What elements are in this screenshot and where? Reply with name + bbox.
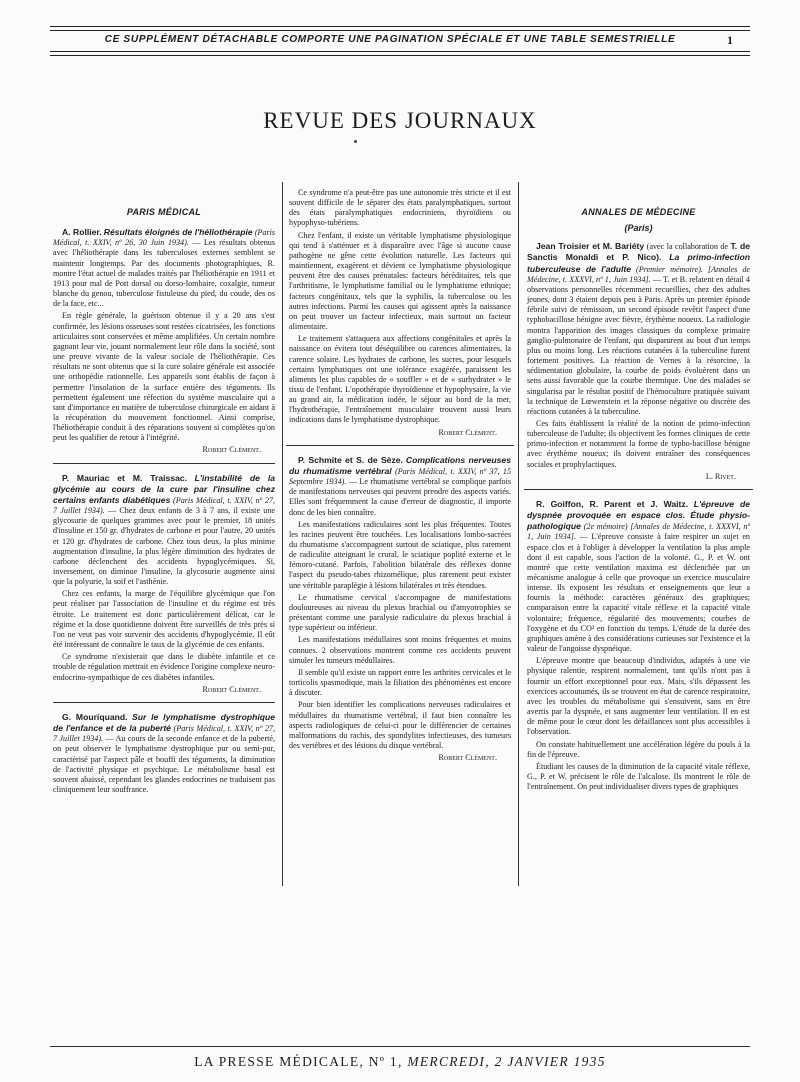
article-separator	[524, 489, 753, 490]
title-ornament	[354, 140, 357, 143]
article-source: (Paris Médical, t. XXIV, nº 27, 7 Juillet 1934).	[53, 724, 275, 744]
article-paragraph: Les manifestations médullaires sont moins fréquentes et moins connues. 2 observations montrent comme ces accidents peuvent simuler les tumeurs médullaires.	[289, 635, 511, 665]
article-separator	[286, 445, 514, 446]
article-title: La primo-infection tuberculeuse de l'adulte	[527, 252, 751, 274]
article-text: — Chez deux enfants de 3 à 7 ans, il existe une glycosurie de quelques grammes avec pour le premier, 18 unités d'insuline et 150 gr. d'hydrates de carbone et pour l'autre, 20 unités et 120 gr. d'hydrates de carbone. Chez tous deux, la plus minime augmentation d'insuline, la plus légère diminution des hydrates de carbone déclenchent des accidents hypoglycémiques. Si, inversement, on diminue l'insuline, la glycosurie augmente ainsi que la polyurie, la soif et l'asthénie.	[53, 506, 275, 587]
article-authors: R. Goiffon, R. Parent et J. Waitz.	[536, 498, 689, 509]
article-text: — Le rhumatisme vertébral se complique parfois de manifestations nerveuses qui peuvent prendre des aspects variés. Elles sont fréquemment la cause d'erreur de diagnostic, il importe donc de les bien connaître.	[289, 477, 512, 517]
article-paragraph: Le rhumatisme cervical s'accompagne de manifestations douloureuses au niveau du plexus brachial ou d'amyotrophies se présentant comme une paralysie radiculaire du plexus brachial à type supérieur ou inférieur.	[289, 592, 511, 633]
article-goiffon	[527, 499, 750, 654]
footer	[50, 1054, 750, 1070]
header-bottom-rule	[50, 51, 750, 56]
article-troisier	[527, 241, 750, 417]
column-3	[527, 207, 750, 794]
article-paragraph: Ces faits établissent la réalité de la notion de primo-infection tuberculeuse de l'adulte; ils objectivent les formes cliniques de cette primo-infection et notamment la forme de typho-bacillose bénigne avec érythème noueux; ils doivent entraîner des conséquences sociales et prophylactiques.	[527, 418, 750, 469]
article-authors: P. Schmite et S. de Sèze.	[298, 454, 403, 465]
footer-day: MERCREDI,	[407, 1054, 490, 1069]
column-divider-2	[518, 182, 519, 886]
article-coauthors: T. de Sanctis Monaldi et P. Nico).	[527, 241, 750, 263]
article-title: L'épreuve de dyspnée provoquée en espace clos. Étude physio-pathologique	[527, 498, 751, 532]
footer-journal: LA PRESSE MÉDICALE, Nº 1,	[194, 1054, 403, 1069]
article-authors: A. Rollier.	[62, 227, 102, 238]
article-rollier	[53, 227, 275, 309]
supplement-notice: CE SUPPLÉMENT DÉTACHABLE COMPORTE UNE PAGINATION SPÉCIALE ET UNE TABLE SEMESTRIELLE	[104, 34, 676, 45]
page-title: REVUE DES JOURNAUX	[263, 108, 537, 133]
article-text: — Les résultats obtenus avec l'héliothérapie dans les tuberculoses externes semblent se maintenir longtemps. Par des documents photographiques, R. montre l'état actuel de malades traités par l'héliothérapie en 1911 et 1913 pour mal de Pott dorsal ou dorso-lombaire, coxalgie, tumeur blanche du genou, tuberculose fistuleuse du pied, du coude, des os de la face, etc...	[53, 238, 275, 309]
article-separator	[53, 702, 275, 703]
article-paragraph: Ce syndrome n'existerait que dans le diabète infantile et ce trouble de régulation mettrait en évidence l'origine complexe neuro-endocrino-sympathique de ces diabètes infantiles.	[53, 652, 275, 682]
article-title: Résultats éloignés de l'héliothérapie	[103, 227, 253, 238]
article-paragraph: Chez l'enfant, il existe un véritable lymphatisme physiologique qui tend à s'atténuer et à disparaître avec l'âge si aucune cause pathogène ne gêne cette évolution naturelle. Les facteurs qui maintiennent, exagèrent et dévient ce lymphatisme physiologique peuvent être des causes prénatales: facteurs héréditaires, tels que l'arthritisme, le lymphatisme familial ou le lymphatisme ethnique; facteurs congénitaux, tels que la syphilis, la tuberculose ou les autres infections. Parmi les causes qui agissent après la naissance on peut trouver un facteur infectieux, mais surtout un facteur alimentaire.	[289, 230, 511, 332]
article-paragraph: Le traitement s'attaquera aux affections congénitales et après la naissance on évitera tout déséquilibre ou carences alimentaires, la carence solaire. Les hydrates de carbone, les sucres, pour lesquels certains lymphatiques ont une tolérance exagérée, paraissent les aliments les plus capables de « souffler » et de « surhydrater » le tissu de l'enfant. L'opothérapie thyroïdienne et hypophysaire, la vie au grand air, la médication iodée, le séjour au bord de la mer, l'hydrothérapie, l'entraînement musculaire trouvent aussi leurs indications dans le lymphatisme dystrophique.	[289, 334, 511, 425]
article-source: (Premier mémoire). [Annales de Médecine, t. XXXVI, nº 1, Juin 1934].	[527, 264, 751, 284]
footer-rule	[50, 1046, 750, 1047]
article-source: (Paris Médical, t. XXIV, nº 37, 15 Septembre 1934).	[289, 466, 512, 487]
article-paragraph: L'épreuve montre que beaucoup d'individus, adaptés à une vie physique ralentie, respirent normalement, tant qu'ils n'ont pas à fournir un effort exceptionnel pour eux. Mais, s'ils dépassent les exercices accoutumés, ils se trouvent en état de carence respiratoire, avec les troubles du métabolisme qui s'ensuivent, sans en être avertis par la dyspnée, et sans augmenter leur ventilation. Il en est de même pour le cœur dont les défaillances sont plus accessibles à l'observation.	[527, 656, 750, 737]
article-paragraph: Il semble qu'il existe un rapport entre les arthrites cervicales et le torticolis spasmodique, mais la filiation des phénomènes est encore à discuter.	[289, 667, 511, 698]
article-source: (Paris Médical, t. XXIV, nº 26, 30 Juin 1934).	[53, 228, 276, 248]
article-signature: Robert Clément.	[438, 427, 497, 437]
page-number: 1	[727, 33, 733, 47]
article-signature: L. Rivet.	[705, 471, 736, 481]
column-1	[53, 207, 275, 797]
article-mouriquand	[53, 712, 275, 795]
article-mauriac	[53, 473, 275, 588]
article-signature: Robert Clément.	[202, 445, 261, 455]
column-divider-1	[282, 182, 283, 886]
header-top-rule	[50, 26, 750, 31]
article-signature: Robert Clément.	[438, 753, 497, 763]
article-text: — T. et B. relatent en détail 4 observations personnelles récemment recueillies, chez des adultes jeunes, dont 3 étaient depuis peu à Paris. Après un premier épisode fébrile suivi de rémission, un second épisode revêtit l'aspect d'une typhobacillose bénigne avec fièvre, érythème noueux. La radiologie montra l'apparition des images classiques du complexe primaire ganglio-pulmonaire de l'enfant, qui disparurent au bout d'un temps plus ou moins long. Les réactions cutanées à la tuberculine furent fortement positives. La réaction de Vernes à la résorcine, la sédimentation globulaire, la courbe de poids évoluèrent dans un sens aussi favorable que la courbe thermique. Une des malades se singularisa par le résultat positif de l'hémoculture pratiquée suivant la technique de Lœwenstein et la réponse négative ou discrète des réactions cutanées à la tuberculine.	[527, 274, 750, 416]
article-signature: Robert Clément.	[202, 684, 261, 694]
article-authors: P. Mauriac et M. Traissac.	[62, 472, 188, 483]
article-text: — L'épreuve consiste à faire respirer un sujet en espace clos et à l'obliger à développer la ventilation la plus ample dont il est capable, sous l'action de la volonté. G., P. et W. ont montré que cette ventilation maxima est déclenchée par un mécanisme analogue à celle que provoque un exercice musculaire intense. Ils exposent les résultats et enseignements que leur a fournis la méthode: caractères généraux des graphiques; comparaison entre la capacité vitale réflexe et la capacité vitale volontaire; fréquence, régularité des mouvements; courbes de l'oxygène et du CO² en fonction du temps. L'étude de la durée des graphiques amène à des considérations curieuses sur l'existence et la valeur de l'angoisse dyspnéique.	[527, 532, 750, 654]
article-title: Complications nerveuses du rhumatisme vertébral	[289, 454, 511, 476]
section-subheading: (Paris)	[624, 223, 653, 234]
section-heading: ANNALES DE MÉDECINE	[581, 207, 696, 217]
column-2	[289, 188, 511, 765]
article-paragraph: Chez ces enfants, la marge de l'équilibre glycémique que l'on peut réaliser par l'association de l'insuline et du régime est très étroite. Le traitement est donc particulièrement délicat, car le régime et la dose quotidienne doivent être surveillés de très près si l'on ne veut pas voir survenir des accidents d'hypoglycémie. Il eût été intéressant de connaître le taux de la glycémie de ces enfants.	[53, 589, 275, 650]
article-schmite	[289, 455, 511, 518]
article-paragraph: Ce syndrome n'a peut-être pas une autonomie très stricte et il est souvent difficile de le séparer des états paralymphatiques, surtout des états paralymphatiques endocriniens, thyroïdiens ou hypophyso-tubériens.	[289, 188, 511, 228]
article-paragraph: On constate habituellement une accélération légère du pouls à la fin de l'épreuve.	[527, 739, 750, 759]
article-separator	[53, 463, 275, 464]
article-title: L'instabilité de la glycémie au cours de la cure par l'insuline chez certains enfants diabétiques	[53, 472, 275, 505]
article-paragraph: Pour bien identifier les complications nerveuses radiculaires et médullaires du rhumatisme vertébral, il faut bien connaître les aspects radiologiques de celui-ci pour le différencier de certaines malformations du rachis, des spondylites infectieuses, des tumeurs des vertèbres et des lésions du disque vertébral.	[289, 700, 511, 750]
article-authors: G. Mouriquand.	[62, 711, 128, 722]
article-text: — Au cours de la seconde enfance et de la puberté, on peut observer le lymphatisme dystrophique pur ou semi-pur, caractérisé par l'aspect pâle et bouffi des téguments, la diminution de l'activité physique et psychique. Le métabolisme basal est souvent abaissé, cependant les glandes endocrines ne traduisent pas cliniquement leur souffrance.	[53, 734, 276, 794]
footer-date: 2 JANVIER 1935	[494, 1054, 606, 1069]
article-authors: Jean Troisier et M. Bariéty	[536, 241, 645, 252]
article-source: (2e mémoire) [Annales de Médecine, t. XXXVI, nº 1, Juin 1934].	[527, 522, 751, 542]
article-paragraph: Les manifestations radiculaires sont les plus fréquentes. Toutes les racines peuvent être touchées. Les localisations lombo-sacrées du rhumatisme s'accompagnent surtout de sciatique, plus rarement de radiculite atteignant le crural, le sciatique poplité externe et le fémoro-cutané. Parfois, l'abolition bilatérale des réflexes donne l'aspect du pseudo-tabes rhizomélique, plus rarement peut exister une véritable paraplégie à lésions bilatérales et très étendues.	[289, 519, 511, 590]
article-paragraph: Étudiant les causes de la diminution de la capacité vitale réflexe, G., P. et W. précisent le rôle de l'alcalose. Ils montrent le rôle de l'entraînement. On peut individualiser divers types de graphiques	[527, 761, 750, 792]
article-source: (Paris Médical, t. XXIV, nº 27, 7 Juillet 1934).	[53, 495, 275, 516]
article-paragraph: En règle générale, la guérison obtenue il y a 20 ans s'est confirmée, les lésions osseuses sont restées cicatrisées, les fonctions articulaires sont conservées et même amplifiées. Un certain nombre gagnant leur vie, jouant normalement leur rôle dans la société, sont une preuve vivante de la valeur sociale de l'héliothérapie. Ces résultats ne sont obtenus que si la cure solaire générale est associée une orthopédie rationnelle. Les appareils sont établis de façon à permettre l'insolation de la surface entière des téguments. Ils permettent également une réfection du système musculaire qui a tant d'importance en matière de tuberculose chirurgicale en aidant à la récupération du mouvement fonctionnel. Ainsi comprise, l'héliothérapie conduit à des réparations souvent si complètes qu'on peut les qualifier de retour à l'intégrité.	[53, 311, 275, 443]
section-heading: PARIS MÉDICAL	[126, 207, 202, 217]
article-collaboration: (avec la collaboration de	[646, 242, 729, 252]
article-title: Sur le lymphatisme dystrophique de l'enfance et de la puberté	[53, 711, 276, 734]
